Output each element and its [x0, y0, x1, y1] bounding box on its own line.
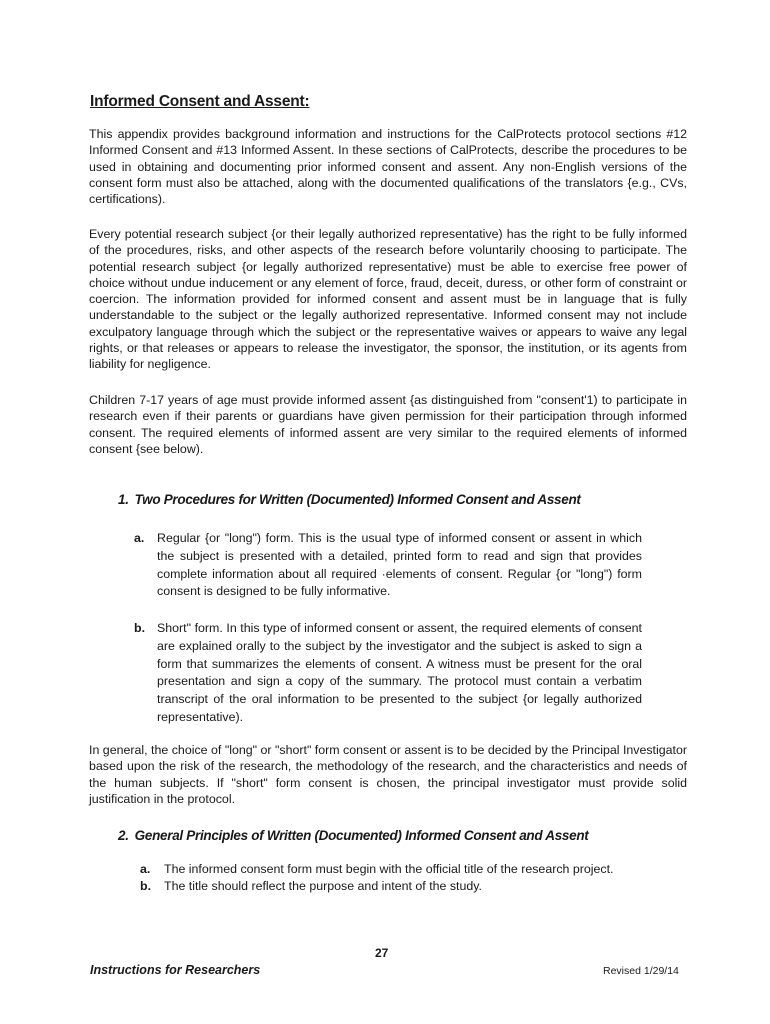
section-2-item-a	[140, 861, 640, 878]
section-1-number: 1.	[118, 492, 129, 507]
section-2-title: General Principles of Written (Documented) Informed Consent and Assent	[134, 828, 589, 843]
section-2-item-b	[140, 878, 640, 895]
item-letter: a.	[134, 531, 145, 545]
section-2-heading	[118, 828, 589, 843]
rights-paragraph: Every potential research subject {or their legally authorized representative) has the right to be fully informed of the procedures, risks, and other aspects of the research before voluntarily choosing to participate. The potential research subject {or legally authorized representative) must be able to exercise free power of choice without undue inducement or any element of force, fraud, deceit, duress, or other form of constraint or coercion. The information provided for informed consent and assent must be in language that is fully understandable to the subject or the legally authorized representative. Informed consent may not include exculpatory language through which the subject or the representative waives or appears to waive any legal rights, or that releases or appears to release the investigator, the sponsor, the institution, or its agents from liability for negligence.	[89, 227, 687, 372]
footer-title: Instructions for Researchers	[90, 963, 261, 977]
children-assent-paragraph: Children 7-17 years of age must provide informed assent {as distinguished from "consent'1) to participate in research even if their parents or guardians have given permission for their participation through informed consent. The required elements of informed assent are very similar to the required elements of informed consent {see below).	[89, 393, 687, 456]
section-1-heading	[118, 492, 581, 507]
page-number: 27	[375, 946, 389, 960]
item-text: The title should reflect the purpose and intent of the study.	[164, 879, 482, 893]
section-2-number: 2.	[118, 828, 129, 843]
item-text: Short" form. In this type of informed consent or assent, the required elements of consent are explained orally to the subject by the investigator and the subject is asked to sign a form that summarizes the elements of consent. A witness must be present for the oral presentation and sign a copy of the summary. The protocol must contain a verbatim transcript of the oral information to be presented to the subject {or legally authorized representative).	[157, 621, 642, 724]
general-choice-paragraph: In general, the choice of "long" or "short" form consent or assent is to be decided by the Principal Investigator based upon the risk of the research, the methodology of the research, and the characteristics and needs of the human subjects. If "short" form consent is chosen, the principal investigator must provide solid justification in the protocol.	[89, 743, 687, 806]
item-text: The informed consent form must begin with the official title of the research project.	[164, 862, 614, 876]
item-letter: b.	[134, 621, 146, 635]
section-1-item-b	[134, 620, 642, 727]
item-text: Regular {or "long") form. This is the usual type of informed consent or assent in which the subject is presented with a detailed, printed form to read and sign that provides complete information about all required ·elements of consent. Regular {or "long") form consent is designed to be fully informative.	[157, 531, 642, 599]
section-1-item-a	[134, 530, 642, 601]
footer-revision-date: Revised 1/29/14	[603, 965, 679, 977]
page-title: Informed Consent and Assent:	[90, 93, 310, 110]
item-letter: b.	[140, 879, 152, 893]
intro-paragraph: This appendix provides background information and instructions for the CalProtects protocol sections #12 Informed Consent and #13 Informed Assent. In these sections of CalProtects, describe the procedures to be used in obtaining and documenting prior informed consent and assent. Any non-English versions of the consent form must also be attached, along with the documented qualifications of the translators {e.g., CVs, certifications).	[89, 127, 687, 207]
section-1-title: Two Procedures for Written (Documented) Informed Consent and Assent	[134, 492, 581, 507]
item-letter: a.	[140, 862, 151, 876]
